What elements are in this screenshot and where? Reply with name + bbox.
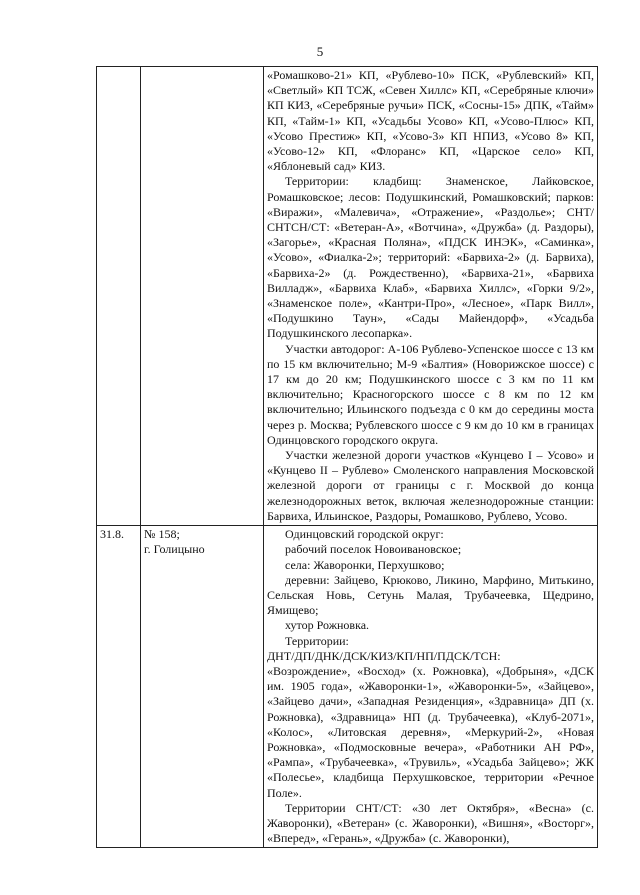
page-number: 5 — [316, 44, 324, 59]
precinct-number: № 158; — [144, 527, 180, 542]
territory-line: хутор Рожновка. — [285, 618, 370, 633]
territory-line: деревни: Зайцево, Крюково, Ликино, Марфино, Митькино, Сельская Новь, Сетунь Малая, Трубачеевка, Щедрино, Ямищево; — [267, 572, 594, 618]
territory-line: Территории СНТ/СТ: «30 лет Октября», «Весна» (с. Жаворонки), «Ветеран» (с. Жаворонки), «Вишня», «Восторг», «Вперед», «Герань», «Дружба» (с. Жаворонки), — [267, 800, 594, 846]
territory-line: Территории: — [285, 633, 349, 648]
territory-line: села: Жаворонки, Перхушково; — [285, 557, 445, 572]
precinct-center: г. Голицыно — [144, 542, 205, 557]
territory-line: «Возрождение», «Восход» (х. Рожновка), «Добрыня», «ДСК им. 1905 года», «Жаворонки-1», «Жаворонки-5», «Зайцево», «Зайцево дачи», «Западная Резиденция», «Здравница» ДП (х. Рожновка), «Здравница» НП (д. Трубачеевка), «Клуб-2071», «Колос», «Литовская деревня», «Меркурий-2», «Новая Рожновка», «Подмосковные вечера», «Работники АН РФ», «Рампа», «Трубачеевка», «Трувиль», «Усадьба Зайцево»; ЖК «Полесье», кладбища Перхушковское, территории «Речное Поле». — [267, 663, 594, 800]
territory-line: Одинцовский городской округ: — [285, 527, 444, 542]
territory-cell — [264, 526, 598, 848]
row-number: 31.8. — [100, 527, 124, 542]
territory-paragraph: Территории: кладбищ: Знаменское, Лайковское, Ромашковское; лесов: Подушкинский, Ромашковский; парков: «Виражи», «Малевича», «Отражение», «Раздолье»; СНТ/СНТСН/СТ: «Ветеран-А», «Вотчина», «Дружба» (д. Раздоры), «Загорье», «Красная Поляна», «ПДСК ИНЭК», «Саминка», «Усово», «Фиалка-2»; территорий: «Барвиха-2» (д. Барвиха), «Барвиха-2» (д. Рождественно), «Барвиха-21», «Барвиха Вилладж», «Барвиха Клаб», «Барвиха Хиллс», «Горки 9/2», «Знаменское поле», «Кантри-Про», «Лесное», «Парк Вилл», «Подушкино Таун», «Сады Майендорф», «Усадьба Подушкинского лесопарка». — [267, 174, 594, 341]
precinct-cell — [141, 526, 264, 848]
territory-paragraph: «Ромашково-21» КП, «Рублево-10» ПСК, «Рублевский» КП, «Светлый» КП ТСЖ, «Севен Хиллс» КП, «Серебряные ключи» КП КИЗ, «Серебряные ручьи» ПСК, «Сосны-15» ДПК, «Тайм» КП, «Тайм-1» КП, «Усадьбы Усово» КП, «Усово-Плюс» КП, «Усово Престиж» КП, «Усово-3» КП НПИЗ, «Усово 8» КП, «Усово-12» КП, «Флоранс» КП, «Царское село» КП, «Яблоневый сад» КИЗ. — [267, 68, 594, 174]
territory-paragraph: Участки железной дороги участков «Кунцево I – Усово» и «Кунцево II – Рублево» Смоленского направления Московской железной дороги от границы с г. Москвой до конца железнодорожных веток, включая железнодорожные станции: Барвиха, Ильинское, Раздоры, Ромашково, Рублево, Усово. — [267, 448, 594, 523]
table-row — [97, 526, 598, 848]
territory-cell — [264, 67, 598, 526]
row-number-cell — [97, 67, 141, 526]
precinct-table — [96, 66, 598, 848]
table-row — [97, 67, 598, 526]
row-number-cell — [97, 526, 141, 848]
precinct-cell — [141, 67, 264, 526]
territory-line: рабочий поселок Новоивановское; — [285, 542, 462, 557]
territory-line: ДНТ/ДП/ДНК/ДСК/КИЗ/КП/НП/ПДСК/ТСН: — [267, 648, 501, 663]
territory-paragraph: Участки автодорог: А-106 Рублево-Успенское шоссе с 13 км по 15 км включительно; М-9 «Балтия» (Новорижское шоссе) с 17 км до 20 км; Подушкинского шоссе с 3 км по 11 км включительно; Красногорского шоссе с 8 км по 12 км включительно; Ильинского подъезда с 0 км до середины моста через р. Москва; Рублевского шоссе с 9 км до 10 км в границах Одинцовского городского округа. — [267, 341, 594, 447]
